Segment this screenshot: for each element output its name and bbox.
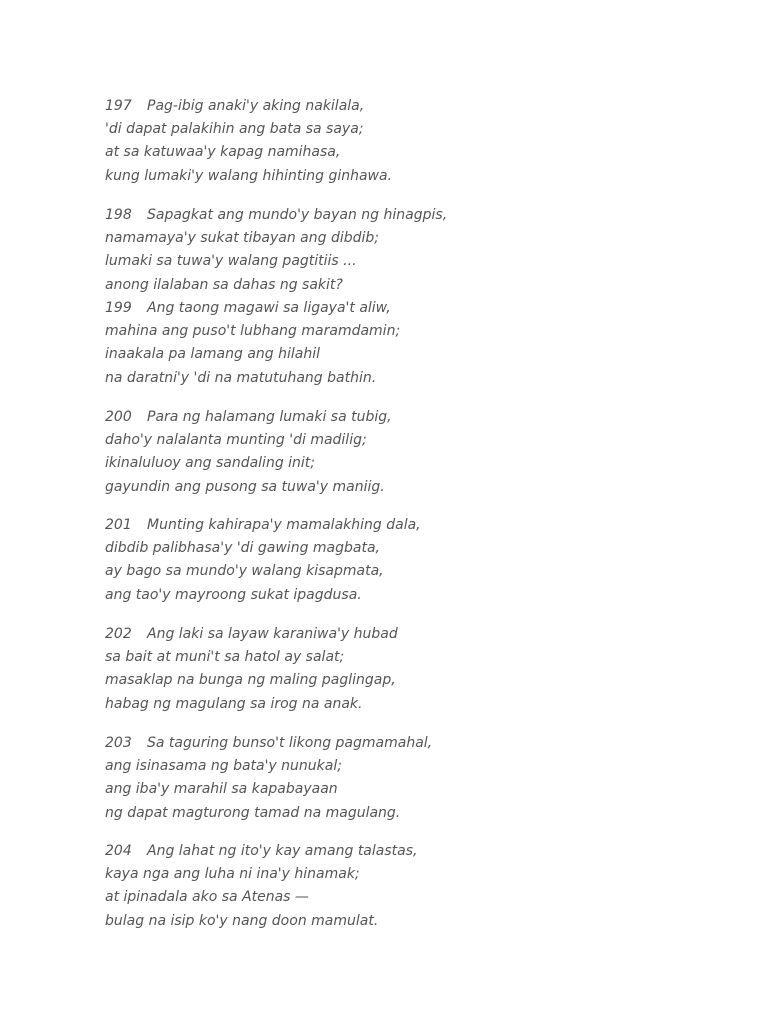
verse-text: Sapagkat ang mundo'y bayan ng hinagpis, bbox=[147, 207, 448, 223]
verse-text: Ang taong magawi sa ligaya't aliw, bbox=[147, 300, 391, 316]
verse-text: Munting kahirapa'y mamalakhing dala, bbox=[147, 517, 421, 533]
verse-line: habag ng magulang sa irog na anak. bbox=[105, 695, 363, 712]
stanza-number: 203 bbox=[105, 735, 132, 751]
verse-line: anong ilalaban sa dahas ng sakit? bbox=[105, 276, 343, 293]
verse-line: bulag na isip ko'y nang doon mamulat. bbox=[105, 912, 379, 929]
verse-line: ikinaluluoy ang sandaling init; bbox=[105, 455, 316, 472]
verse-line: ang iba'y marahil sa kapabayaan bbox=[105, 781, 338, 798]
verse-line bbox=[105, 95, 665, 118]
verse-line: kaya nga ang luha ni ina'y hinamak; bbox=[105, 866, 360, 883]
verse-line bbox=[105, 204, 665, 227]
verse-line bbox=[105, 406, 665, 429]
verse-line: mahina ang puso't lubhang maramdamin; bbox=[105, 323, 401, 340]
stanza-200 bbox=[105, 406, 665, 499]
verse-line: at sa katuwaa'y kapag namihasa, bbox=[105, 144, 341, 161]
verse-line: ay bago sa mundo'y walang kisapmata, bbox=[105, 563, 384, 580]
stanza-number: 197 bbox=[105, 98, 132, 114]
stanza-number: 201 bbox=[105, 517, 132, 533]
verse-line: ang isinasama ng bata'y nunukal; bbox=[105, 758, 342, 775]
stanza-204 bbox=[105, 840, 665, 933]
verse-line: lumaki sa tuwa'y walang pagtitiis ... bbox=[105, 253, 357, 270]
verse-text: Pag-ibig anaki'y aking nakilala, bbox=[147, 98, 365, 114]
verse-line bbox=[105, 297, 665, 320]
verse-line: namamaya'y sukat tibayan ang dibdib; bbox=[105, 230, 379, 247]
verse-line bbox=[105, 732, 665, 755]
verse-text: Sa taguring bunso't likong pagmamahal, bbox=[147, 735, 433, 751]
verse-line: ang tao'y mayroong sukat ipagdusa. bbox=[105, 586, 362, 603]
verse-line bbox=[105, 623, 665, 646]
verse-line: kung lumaki'y walang hihinting ginhawa. bbox=[105, 167, 393, 184]
verse-text: Ang lahat ng ito'y kay amang talastas, bbox=[147, 843, 418, 859]
verse-line bbox=[105, 840, 665, 863]
verse-line: sa bait at muni't sa hatol ay salat; bbox=[105, 649, 345, 666]
stanza-number: 200 bbox=[105, 409, 132, 425]
stanza-number: 198 bbox=[105, 207, 132, 223]
verse-line: daho'y nalalanta munting 'di madilig; bbox=[105, 432, 367, 449]
verse-text: Ang laki sa layaw karaniwa'y hubad bbox=[147, 626, 398, 642]
verse-line: na daratni'y 'di na matutuhang bathin. bbox=[105, 369, 377, 386]
verse-line: ng dapat magturong tamad na magulang. bbox=[105, 804, 401, 821]
verse-line: masaklap na bunga ng maling paglingap, bbox=[105, 672, 396, 689]
stanza-199 bbox=[105, 297, 665, 390]
stanza-197 bbox=[105, 95, 665, 188]
verse-line: at ipinadala ako sa Atenas — bbox=[105, 889, 309, 906]
stanza-number: 204 bbox=[105, 843, 132, 859]
verse-line: gayundin ang pusong sa tuwa'y maniig. bbox=[105, 478, 385, 495]
stanza-number: 202 bbox=[105, 626, 132, 642]
verse-line bbox=[105, 514, 665, 537]
stanza-198 bbox=[105, 204, 665, 297]
stanza-203 bbox=[105, 732, 665, 825]
verse-text: Para ng halamang lumaki sa tubig, bbox=[147, 409, 392, 425]
verse-line: 'di dapat palakihin ang bata sa saya; bbox=[105, 121, 364, 138]
verse-line: inaakala pa lamang ang hilahil bbox=[105, 346, 321, 363]
stanza-number: 199 bbox=[105, 300, 132, 316]
verse-line: dibdib palibhasa'y 'di gawing magbata, bbox=[105, 540, 380, 557]
stanza-202 bbox=[105, 623, 665, 716]
stanza-201 bbox=[105, 514, 665, 607]
